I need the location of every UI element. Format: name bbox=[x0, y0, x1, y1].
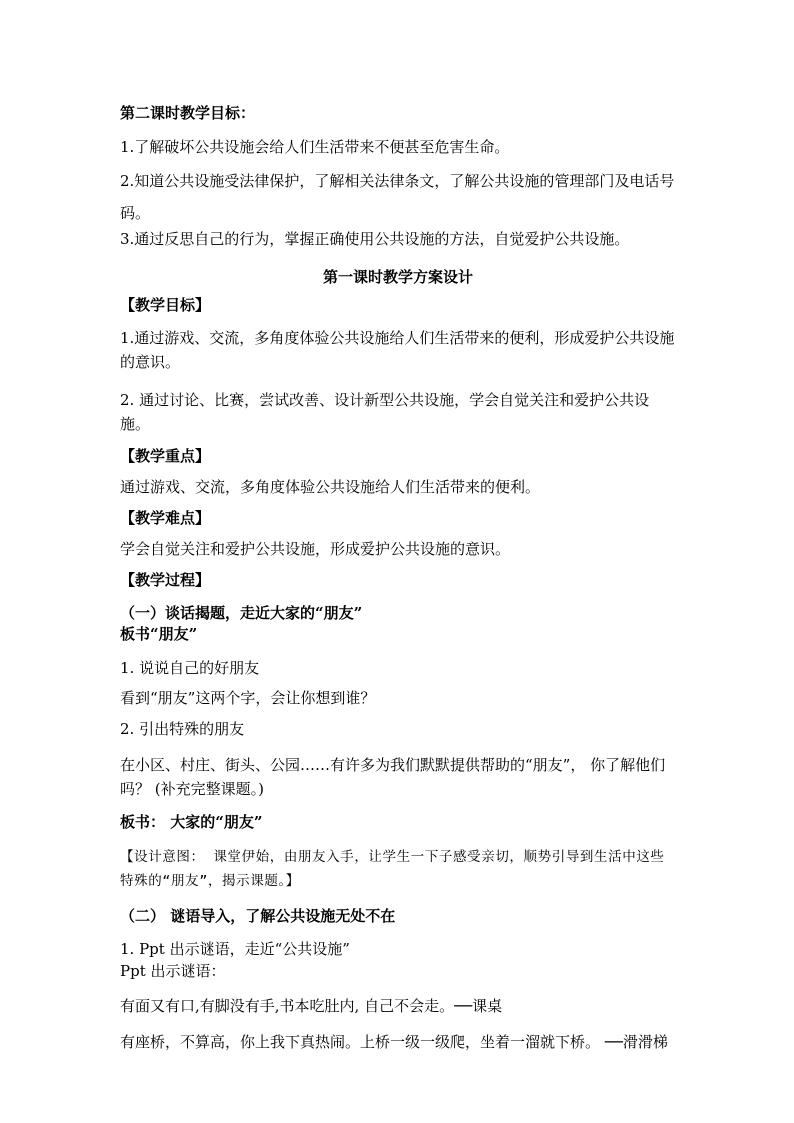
goals2-heading: 第二课时教学目标： bbox=[120, 104, 256, 122]
goal-item-1: 1.了解破坏公共设施会给人们生活带来不便甚至危害生命。 bbox=[120, 138, 510, 156]
riddle-2: 有座桥，不算高，你上我下真热闹。上桥一级一级爬，坐着一溜就下桥。 ──滑滑梯 bbox=[120, 1033, 668, 1051]
objectives-heading: 【教学目标】 bbox=[120, 296, 211, 314]
objective-item-2: 2. 通过讨论、比赛，尝试改善、设计新型公共设施，学会自觉关注和爱护公共设施。 bbox=[120, 391, 650, 433]
step-1-text: 看到“朋友”这两个字，会让你想到谁？ bbox=[120, 689, 376, 707]
design-intent-note: 【设计意图： 课堂伊始，由朋友入手，让学生一下子感受亲切，顺势引导到生活中这些特殊的“朋友”，揭示课题。】 bbox=[120, 849, 665, 889]
difficulty-text: 学会自觉关注和爱护公共设施，形成爱护公共设施的意识。 bbox=[120, 540, 511, 558]
difficulty-heading: 【教学难点】 bbox=[120, 509, 211, 527]
objective-item-1: 1.通过游戏、交流，多角度体验公共设施给人们生活带来的便利，形成爱护公共设施的意识。 bbox=[120, 329, 675, 371]
key-text: 通过游戏、交流，多角度体验公共设施给人们生活带来的便利。 bbox=[120, 478, 541, 496]
part1-heading: （一）谈话揭题，走近大家的“朋友” bbox=[120, 604, 363, 622]
ppt-step-heading: 1. Ppt 出示谜语，走近“公共设施” bbox=[120, 940, 350, 958]
part2-heading: （二） 谜语导入，了解公共设施无处不在 bbox=[120, 907, 396, 925]
riddle-1: 有面又有口,有脚没有手,书本吃肚内, 自己不会走。──课桌 bbox=[120, 997, 503, 1015]
goal-item-3: 3.通过反思自己的行为，掌握正确使用公共设施的方法，自觉爱护公共设施。 bbox=[120, 230, 630, 248]
lesson1-title: 第一课时教学方案设计 bbox=[322, 268, 473, 286]
goal-item-2: 2.知道公共设施受法律保护，了解相关法律条文，了解公共设施的管理部门及电话号码。 bbox=[120, 172, 675, 222]
step-2-heading: 2. 引出特殊的朋友 bbox=[120, 720, 245, 738]
step-1-heading: 1. 说说自己的好朋友 bbox=[120, 659, 260, 677]
board-note-2: 板书： 大家的“朋友” bbox=[120, 813, 263, 831]
step-2-text: 在小区、村庄、街头、公园……有许多为我们默默提供帮助的“朋友”， 你了解他们吗？ (补充完整课题。) bbox=[120, 756, 666, 798]
key-heading: 【教学重点】 bbox=[120, 447, 211, 465]
ppt-riddle-label: Ppt 出示谜语： bbox=[120, 962, 226, 980]
process-heading: 【教学过程】 bbox=[120, 571, 211, 589]
board-note-1: 板书“朋友” bbox=[120, 625, 198, 643]
